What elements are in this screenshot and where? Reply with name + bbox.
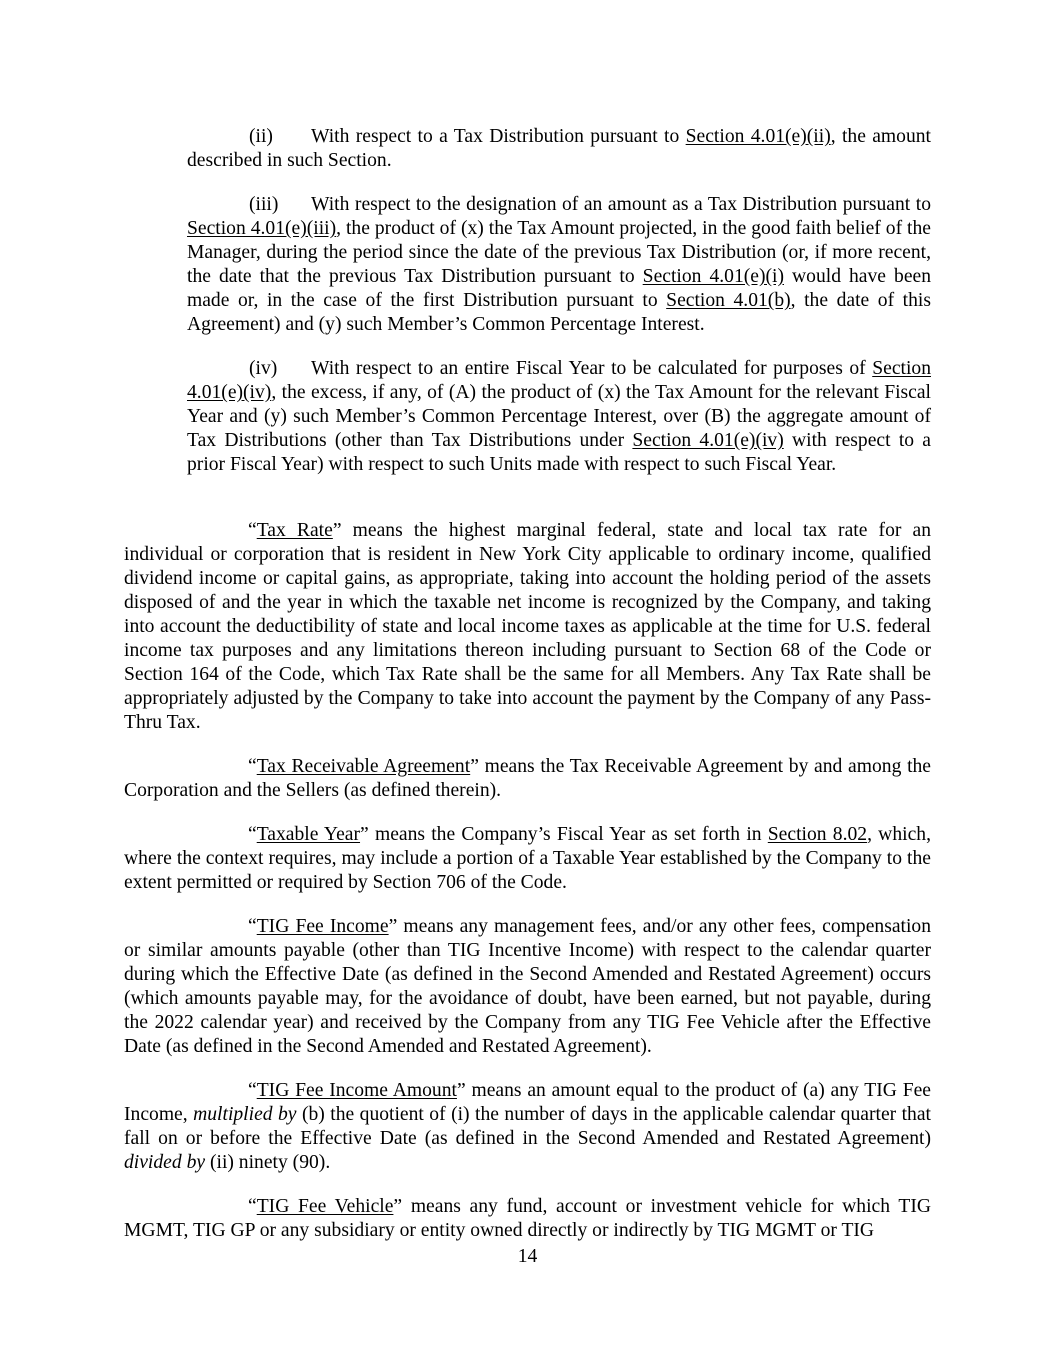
clause-ii: (ii) With respect to a Tax Distribution pursuant to Section 4.01(e)(ii), the amount described in such Section. [187, 126, 931, 171]
defined-term: TIG Fee Income [256, 916, 389, 937]
defined-term: Tax Rate [256, 520, 333, 541]
defined-term: TIG Fee Vehicle [256, 1196, 394, 1217]
clause-label: (iii) [249, 194, 279, 215]
section-reference: Section 4.01(e)(ii) [685, 126, 831, 147]
section-reference: Section 4.01(e)(iv) [187, 358, 931, 403]
definition-tig-fee-vehicle: “TIG Fee Vehicle” means any fund, account or investment vehicle for which TIG MGMT, TIG GP or any subsidiary or entity owned directly or indirectly by TIG MGMT or TIG [124, 1196, 931, 1241]
section-reference: Section 4.01(b) [666, 290, 791, 311]
defined-term: Taxable Year [256, 824, 361, 845]
section-reference: Section 4.01(e)(iii) [187, 218, 337, 239]
defined-term: TIG Fee Income Amount [256, 1080, 457, 1101]
defined-term: Tax Receivable Agreement [256, 756, 471, 777]
clause-label: (ii) [249, 126, 273, 147]
clause-label: (iv) [249, 358, 278, 379]
section-reference: Section 8.02 [767, 824, 868, 845]
section-reference: Section 4.01(e)(iv) [632, 430, 784, 451]
definition-tax-rate: “Tax Rate” means the highest marginal federal, state and local tax rate for an individual or corporation that is resident in New York City applicable to ordinary income, qualified dividend income or capital gains, as appropriate, taking into account the holding period of the assets disposed of and the year in which the taxable net income is recognized by the Company, and taking into account the deductibility of state and local income taxes as applicable at the time for U.S. federal income tax purposes and any limitations thereon including pursuant to Section 68 of the Code or Section 164 of the Code, which Tax Rate shall be the same for all Members. Any Tax Rate shall be appropriately adjusted by the Company to take into account the payment by the Company of any Pass-Thru Tax. [124, 520, 931, 733]
definition-tig-fee-income-amount: “TIG Fee Income Amount” means an amount equal to the product of (a) any TIG Fee Income, multiplied by (b) the quotient of (i) the number of days in the applicable calendar quarter that fall on or before the Effective Date (as defined in the Second Amended and Restated Agreement) divided by (ii) ninety (90). [124, 1080, 931, 1173]
section-reference: Section 4.01(e)(i) [642, 266, 784, 287]
page-number: 14 [517, 1246, 538, 1267]
definition-tig-fee-income: “TIG Fee Income” means any management fees, and/or any other fees, compensation or similar amounts payable (other than TIG Incentive Income) with respect to the calendar quarter during which the Effective Date (as defined in the Second Amended and Restated Agreement) occurs (which amounts payable may, for the avoidance of doubt, have been earned, but not payable, during the 2022 calendar year) and received by the Company from any TIG Fee Vehicle after the Effective Date (as defined in the Second Amended and Restated Agreement). [124, 916, 932, 1057]
definition-tax-receivable-agreement: “Tax Receivable Agreement” means the Tax Receivable Agreement by and among the Corporation and the Sellers (as defined therein). [124, 756, 931, 801]
clause-iv: (iv) With respect to an entire Fiscal Year to be calculated for purposes of Section 4.01(e)(iv), the excess, if any, of (A) the product of (x) the Tax Amount for the relevant Fiscal Year and (y) such Member’s Common Percentage Interest, over (B) the aggregate amount of Tax Distributions (other than Tax Distributions under Section 4.01(e)(iv) with respect to a prior Fiscal Year) with respect to such Units made with respect to such Fiscal Year. [187, 358, 932, 475]
clause-iii: (iii) With respect to the designation of an amount as a Tax Distribution pursuant to Section 4.01(e)(iii), the product of (x) the Tax Amount projected, in the good faith belief of the Manager, during the period since the date of the previous Tax Distribution (or, if more recent, the date that the previous Tax Distribution pursuant to Section 4.01(e)(i) would have been made or, in the case of the first Distribution pursuant to Section 4.01(b), the date of this Agreement) and (y) such Member’s Common Percentage Interest. [187, 194, 932, 335]
definition-taxable-year: “Taxable Year” means the Company’s Fiscal Year as set forth in Section 8.02, which, where the context requires, may include a portion of a Taxable Year established by the Company to the extent permitted or required by Section 706 of the Code. [124, 824, 931, 893]
